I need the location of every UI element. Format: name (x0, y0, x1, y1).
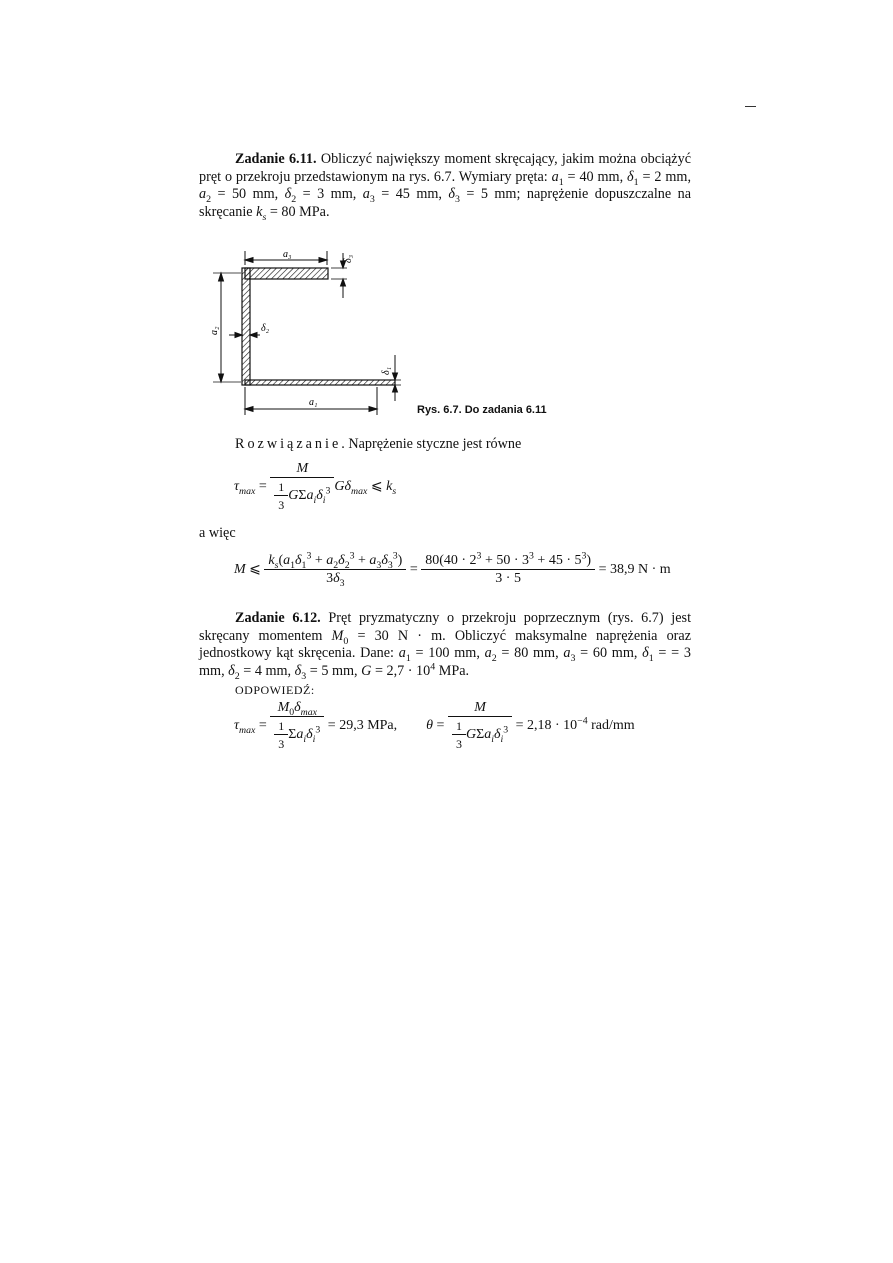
dim-d1 (391, 355, 401, 401)
moment-numerator-numeric: $80(40 \cdot 2^3 + 50 \cdot 3^3 + 45 \cdot 5^3)$ (425, 550, 592, 568)
solution-intro (235, 436, 695, 454)
moment-denominator-numeric: 3 · 5 (421, 569, 595, 587)
answer-theta-numerator: M (474, 700, 486, 715)
moment-lhs: M ⩽ (234, 562, 265, 578)
answer-theta-value: = $2,18 \cdot 10^{-4}$ rad/mm (515, 715, 635, 734)
moment-fraction-numeric (421, 550, 595, 587)
task-6-12-paragraph (199, 610, 691, 680)
moment-result: = 38,9 N · m (598, 562, 671, 578)
task-6-12-text: Pręt pryzmatyczny o przekroju poprzecznym (rys. 6.7) jest skręcany momentem $M_0 = 30$ N · m. Obliczyć maksymalne naprężenia oraz jednostkowy kąt skręcenia. Dane: $a_1 = 100$ mm, $a_2 = 80$ mm, $a_3 = 60$ mm, $\delta_1$ = = 3 mm, $\delta_2 = 4$ mm, $\delta_3 = 5$ mm, $G = 2,7 \cdot 10^4$ MPa. (199, 610, 692, 682)
therefore-text: a więc (199, 525, 236, 541)
answer-tau-denominator: $\frac{1}{3}$ $\Sigma a_i\delta_i^3$ (270, 716, 324, 752)
label-a1: a₁ (309, 397, 318, 408)
label-a3: a₃ (283, 249, 292, 260)
channel-section-figure (205, 243, 405, 423)
tau-fraction (270, 461, 334, 513)
tau-numerator: M (296, 461, 309, 476)
answer-tau-lhs: $\tau_{max}$ = (234, 718, 271, 737)
answer-theta-fraction (448, 700, 512, 752)
task-6-11-paragraph (199, 151, 691, 221)
moment-fraction-symbolic (264, 550, 406, 589)
moment-numerator-symbolic: $k_s(a_1\delta_1^3 + a_2\delta_2^3 + a_3\delta_3^3)$ (268, 550, 403, 571)
tau-denominator: $\frac{1}{3}$ $G\Sigma a_i\delta_i^3$ (270, 477, 334, 513)
label-d2: δ₂ (261, 323, 270, 334)
tau-lhs: $\tau_{max}$ = (234, 479, 271, 498)
task-6-12-heading: Zadanie 6.12. (235, 610, 321, 626)
answer-label: ODPOWIEDŹ: (235, 683, 315, 697)
answer-theta-denominator: $\frac{1}{3}$ $G\Sigma a_i\delta_i^3$ (448, 716, 512, 752)
moment-denominator-symbolic: $3\delta_3$ (264, 569, 406, 587)
answer-tau-numerator: $M_0\delta_{max}$ (277, 700, 317, 718)
moment-formula: M ⩽ $\frac{k_s(a_1\delta_1^3 + a_2\delta_2^3 + a_3\delta_3^3)}{3\delta_3}$ = $\frac{80(40 \cdot 2^3 + 50 \cdot 3^3 + 45 \cdot 5^3)}{3 \cdot 5}$ = 38,9 N · m (234, 550, 671, 589)
answer-tau-fraction (270, 700, 324, 752)
answer-theta-lhs: θ = (426, 718, 448, 734)
label-a2: a₂ (209, 326, 220, 335)
tau-formula (234, 461, 396, 513)
solution-intro-text: . Naprężenie styczne jest równe (341, 436, 522, 452)
task-6-11-text: Obliczyć największy moment skręcający, jakim można obciążyć pręt o przekroju przedstawionym na rys. 6.7. Wymiary pręta: $a_1 = 40$ mm, $\delta_1 = 2$ mm, $a_2 = 50$ mm, $\delta_2 = 3$ mm, $a_3 = 45$ mm, $\delta_3 = 5$ mm; naprężenie dopuszczalne na skręcanie $k_s = 80$ MPa. (199, 151, 692, 223)
figure-caption: Rys. 6.7. Do zadania 6.11 (417, 404, 547, 416)
tau-rhs: $G\delta_{max}$ ⩽ $k_s$ (334, 479, 397, 498)
answer-tau-value: = 29,3 MPa, (327, 718, 398, 734)
label-d3: δ₃ (343, 254, 354, 263)
solution-label: Rozwiązanie (235, 436, 342, 452)
task-6-11-heading: Zadanie 6.11. (235, 151, 317, 167)
page-corner-mark (745, 106, 756, 107)
answer-formulas (234, 700, 635, 752)
label-d1: δ₁ (381, 366, 392, 375)
